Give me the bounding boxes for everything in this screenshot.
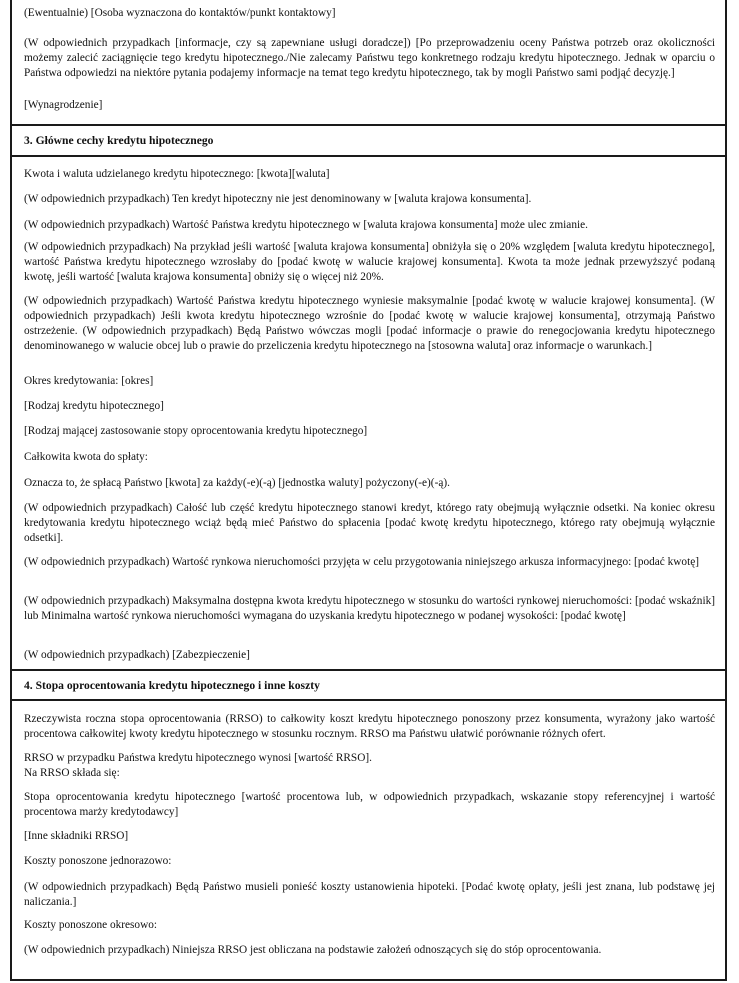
section3-paragraph: (W odpowiednich przypadkach) Wartość Państwa kredytu hipotecznego wyniesie maksymalnie [podać kwotę w walucie krajowej konsumenta]. (W odpowiednich przypadkach) Jeśli kwota kredytu hipotecznego wzrośnie do [podać kwotę w walucie krajowej konsumenta], otrzymają Państwo ostrzeżenie. (W odpowiednich przypadkach) Będą Państwo wówczas mogli [podać informacje o prawie do renegocjowania kredytu hipotecznego denominowanego w walucie obcej lub o prawie do przeliczenia kredytu hipotecznego na [stosowna waluta] oraz informacje o warunkach.]: [24, 295, 715, 352]
section3-paragraph: (W odpowiednich przypadkach) Ten kredyt hipoteczny nie jest denominowany w [waluta krajowa konsumenta].: [24, 193, 532, 205]
section3-paragraph: (W odpowiednich przypadkach) Wartość rynkowa nieruchomości przyjęta w celu przygotowania niniejszego arkusza informacyjnego: [podać kwotę]: [24, 556, 699, 568]
advisory-info: (W odpowiednich przypadkach [informacje, czy są zapewniane usługi doradcze]) [Po przeprowadzeniu oceny Państwa potrzeb oraz okoliczności możemy zalecić zaciągnięcie tego kredytu hipotecznego./Nie zalecamy Państwu tego konkretnego rodzaju kredytu hipotecznego. Jednak w oparciu o Państwa odpowiedzi na niektóre pytania podajemy informacje na temat tego kredytu hipotecznego, tak by mogli Państwo sami podjąć decyzję.]: [24, 37, 715, 79]
section3-paragraph: (W odpowiednich przypadkach) Maksymalna dostępna kwota kredytu hipotecznego w stosunku do wartości rynkowej nieruchomości: [podać wskaźnik] lub Minimalna wartość rynkowa nieruchomości wymagana do uzyskania kredytu hipotecznego w podanej wysokości: [podać kwotę]: [24, 595, 715, 622]
section4-paragraph: (W odpowiednich przypadkach) Będą Państwo musieli ponieść koszty ustanowienia hipoteki. [Podać kwotę opłaty, jeśli jest znana, lub podstawę jej naliczania.]: [24, 881, 715, 908]
section4-paragraph: Stopa oprocentowania kredytu hipotecznego [wartość procentowa lub, w odpowiednich przypadkach, wskazanie stopy referencyjnej i wartość procentowa marży kredytodawcy]: [24, 791, 715, 818]
section4-paragraph: Na RRSO składa się:: [24, 767, 120, 779]
section4-paragraph: [Inne składniki RRSO]: [24, 830, 129, 842]
section3-paragraph: [Rodzaj kredytu hipotecznego]: [24, 400, 164, 412]
section3-paragraph: Oznacza to, że spłacą Państwo [kwota] za każdy(-e)(-ą) [jednostka waluty] pożyczony(-e)(-ą).: [24, 477, 450, 489]
section4-heading: 4. Stopa oprocentowania kredytu hipotecznego i inne koszty: [24, 679, 320, 692]
section3-paragraph: (W odpowiednich przypadkach) Całość lub część kredytu hipotecznego stanowi kredyt, którego raty obejmują wyłącznie odsetki. Na koniec okresu kredytowania kredytu hipotecznego wciąż będą mieć Państwo do spłacenia [podać kwotę kredytu hipotecznego, którego raty obejmują wyłącznie odsetki].: [24, 502, 715, 544]
section3-paragraph: Okres kredytowania: [okres]: [24, 375, 154, 387]
section3-heading: 3. Główne cechy kredytu hipotecznego: [24, 134, 214, 147]
remuneration: [Wynagrodzenie]: [24, 99, 103, 111]
section4-paragraph: Koszty ponoszone jednorazowo:: [24, 855, 172, 867]
section3-paragraph: (W odpowiednich przypadkach) Na przykład jeśli wartość [waluta krajowa konsumenta] obniżyła się o 20% względem [waluta kredytu hipotecznego], wartość Państwa kredytu hipotecznego wzrosłaby do [podać kwotę w walucie krajowej konsumenta]. Kwota ta może jednak przewyższyć podaną kwotę, jeśli wartość [waluta krajowa konsumenta] obniży się o więcej niż 20%.: [24, 241, 715, 283]
section-previous: [12, 0, 725, 125]
section3-paragraph: [Rodzaj mającej zastosowanie stopy oprocentowania kredytu hipotecznego]: [24, 425, 368, 437]
section3-paragraph: Kwota i waluta udzielanego kredytu hipotecznego: [kwota][waluta]: [24, 168, 330, 180]
section3-paragraph: Całkowita kwota do spłaty:: [24, 451, 148, 463]
divider-section4-heading: [12, 699, 725, 701]
divider-top-section4: [12, 669, 725, 671]
document-frame: [10, 0, 727, 981]
section4-paragraph: Koszty ponoszone okresowo:: [24, 919, 158, 931]
section3-paragraph: (W odpowiednich przypadkach) [Zabezpieczenie]: [24, 649, 250, 661]
section3-paragraph: (W odpowiednich przypadkach) Wartość Państwa kredytu hipotecznego w [waluta krajowa konsumenta] może ulec zmianie.: [24, 219, 588, 231]
section4-paragraph: Rzeczywista roczna stopa oprocentowania (RRSO) to całkowity koszt kredytu hipotecznego ponoszony przez konsumenta, wyrażony jako wartość procentowa całkowitej kwoty kredytu hipotecznego w stosunku rocznym. RRSO ma Państwu ułatwić porównanie różnych ofert.: [24, 713, 715, 740]
divider-top-section3: [12, 124, 725, 126]
divider-section3-heading: [12, 155, 725, 157]
section4-paragraph: RRSO w przypadku Państwa kredytu hipotecznego wynosi [wartość RRSO].: [24, 752, 372, 764]
section4-paragraph: (W odpowiednich przypadkach) Niniejsza RRSO jest obliczana na podstawie założeń odnoszących się do stóp oprocentowania.: [24, 944, 602, 956]
contact-person: (Ewentualnie) [Osoba wyznaczona do kontaktów/punkt kontaktowy]: [24, 7, 336, 19]
